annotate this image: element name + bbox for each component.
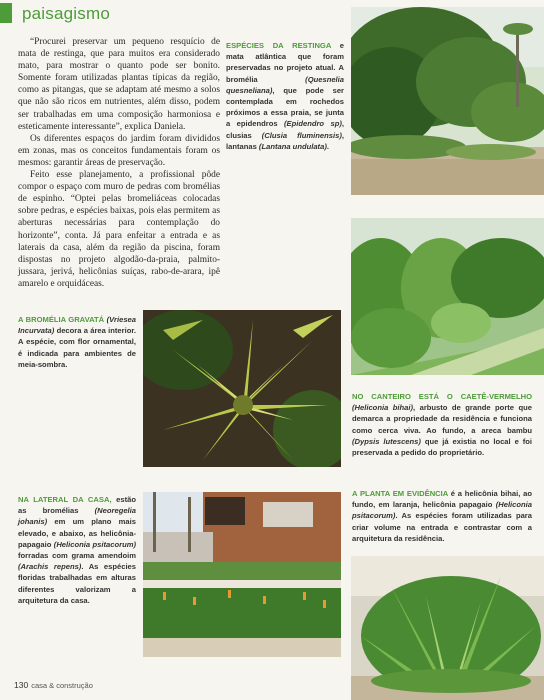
caption-planta-em-evidencia: A PLANTA EM EVIDÊNCIA é a helicônia bihai, ao fundo, em laranja, helicônia papagaio (Heliconia psitacorum). As espécies foram utilizadas para criar volume na entrada e contrastar com a arquitetura da residência. xyxy=(352,489,532,543)
paragraph: Os diferentes espaços do jardim foram divididos em zonas, mas os conceitos fundamentais foram os mesmos: garantir áreas de preservação. xyxy=(18,133,220,168)
caption-lateral-da-casa: NA LATERAL DA CASA, estão as bromélias (Neoregelia johanis) em um plano mais elevado, e abaixo, as helicônia-papagaio (Heliconia psitacorum) forradas com grama amendoim (Arachis repens). As espécies floridas trabalhadas em alturas diferentes valorizam a arquitetura da casa. xyxy=(18,495,137,605)
paragraph: “Procurei preservar um pequeno resquício de mata de restinga, que para muitos era considerado mato, para mostrar o quanto pode ser bonito. Somente foram utilizadas plantas típicas da região, como as pitangas, que se adaptam até mesmo a solos que não são ricos em nutrientes, além disso, podem ser trabalhadas em uma composição harmoniosa e esteticamente interessante”, explica Daniela. xyxy=(18,37,220,132)
photo-bromelia-gravata xyxy=(143,310,341,467)
photo-house-side xyxy=(143,492,341,657)
section-title: paisagismo xyxy=(22,4,110,23)
caption-gravata: A BROMÉLIA GRAVATÁ (Vriesea Incurvata) decora a área interior. A espécie, com flor ornamental, é indicada para ambientes de meia-sombra. xyxy=(18,315,136,369)
photo-restinga-garden xyxy=(351,7,544,195)
magazine-name: casa & construção xyxy=(31,681,93,690)
paragraph: Feito esse planejamento, a profissional pôde compor o espaço com muro de pedras com bromélias de espinho. “Optei pelas bromeliáceas colocadas sobre pedras, e espécies baixas, pois elas permitem as aberturas necessárias para contemplação do horizonte”, conta. Já para enfeitar a entrada e as laterais da casa, além da região da piscina, foram dispostas no projeto algodão-da-praia, palmito-jussara, jerivá, helicônias suíças, rabo-de-arara, ipê amarelo e orquidáceas. xyxy=(18,170,220,289)
page-footer xyxy=(14,680,93,690)
photo-heliconia-bed xyxy=(351,218,544,375)
caption-restinga: ESPÉCIES DA RESTINGA e mata atlântica que foram preservadas no projeto atual. A bromélia (Quesnelia quesneliana), que pode ser contemplada em rochedos próximos a essa praia, se junta a epidendros (Epidendro sp), clusias (Clusia fluminensis), lantanas (Lantana undulata). xyxy=(226,41,345,151)
article-body xyxy=(18,36,220,290)
caption-caete-vermelho: NO CANTEIRO ESTÁ O CAETÊ-VERMELHO (Heliconia bihai), arbusto de grande porte que demarca a propriedade da residência e funciona como cerca viva. Ao fundo, a areca bambu (Dypsis lutescens) que já existia no local e foi preservada a pedido do proprietário. xyxy=(352,392,533,458)
photo-heliconia-bihai xyxy=(351,556,544,700)
page-number: 130 xyxy=(14,680,29,690)
section-marker xyxy=(0,3,12,23)
